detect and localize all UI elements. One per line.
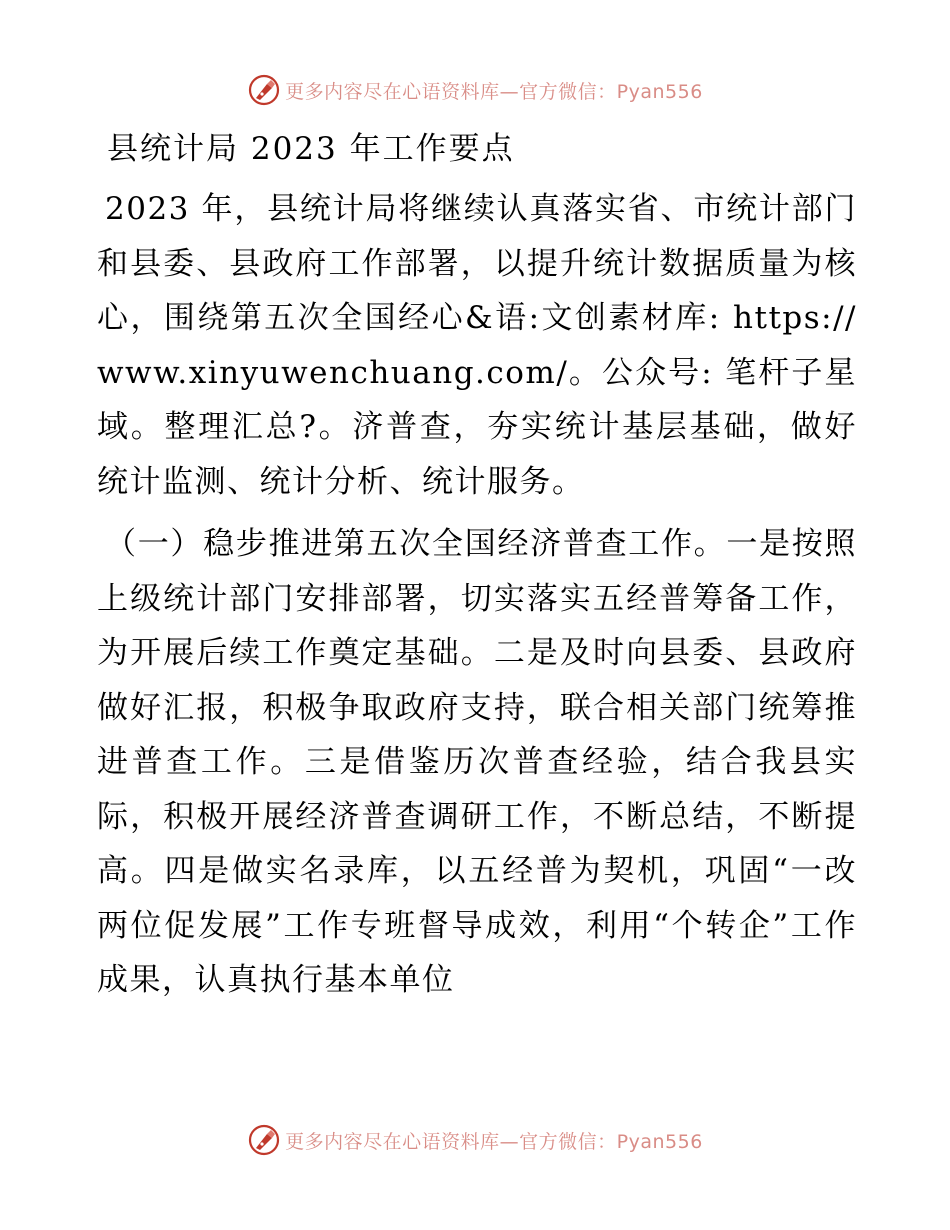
pen-nib-circle-icon xyxy=(247,73,281,107)
page-title: 县统计局 2023 年工作要点 xyxy=(107,131,515,167)
watermark-header xyxy=(0,70,950,110)
intro-paragraph: 2023 年，县统计局将继续认真落实省、市统计部门和县委、县政府工作部署，以提升统计数据质量为核心，围绕第五次全国经心&语:文创素材库: https://www.xinyuwenchuang.com/。公众号: 笔杆子星域。整理汇总?。济普查，夯实统计基层基础，做好统计监测、统计分析、统计服务。 xyxy=(97,191,857,500)
pen-nib-circle-icon xyxy=(247,1123,281,1157)
document-body xyxy=(97,122,857,1008)
watermark-text: 更多内容尽在心语资料库—官方微信：Pyan556 xyxy=(285,80,703,103)
section-paragraph: （一）稳步推进第五次全国经济普查工作。一是按照上级统计部门安排部署，切实落实五经普筹备工作，为开展后续工作奠定基础。二是及时向县委、县政府做好汇报，积极争取政府支持，联合相关部门统筹推进普查工作。三是借鉴历次普查经验，结合我县实际，积极开展经济普查调研工作，不断总结，不断提高。四是做实名录库，以五经普为契机，巩固“一改两位促发展”工作专班督导成效，利用“个转企”工作成果，认真执行基本单位 xyxy=(97,526,857,998)
watermark-text: 更多内容尽在心语资料库—官方微信：Pyan556 xyxy=(285,1130,703,1153)
watermark-footer xyxy=(0,1120,950,1160)
